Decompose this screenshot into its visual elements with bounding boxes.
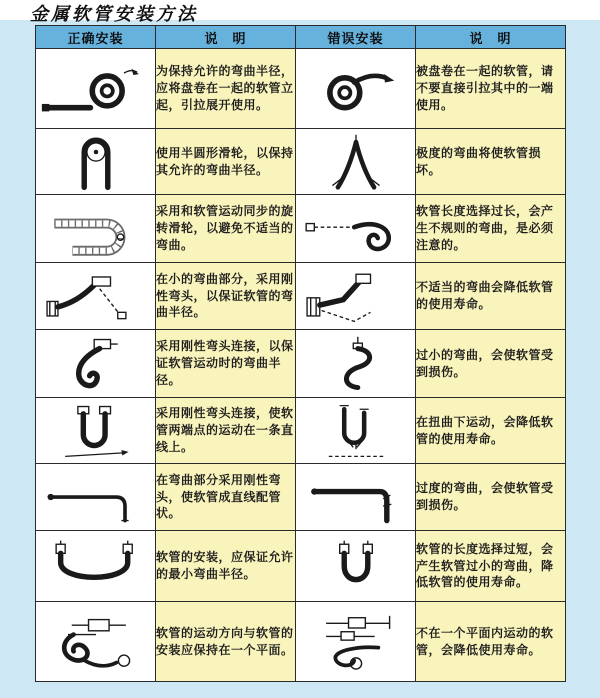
rigid-elbow-small-bend-icon	[40, 267, 152, 325]
wrong-illustration-cell	[296, 464, 416, 531]
page-title: 金属软管安装方法	[30, 4, 198, 25]
hose-over-semicircular-pulley-icon	[40, 133, 152, 191]
hose-min-bend-radius-icon	[40, 537, 152, 595]
installation-method-table	[35, 25, 566, 682]
hose-same-plane-motion-icon	[40, 610, 152, 674]
wrong-description: 过度的弯曲，会使软管受到损伤。	[416, 464, 566, 531]
header-description-wrong: 说 明	[416, 26, 566, 49]
correct-illustration-cell	[36, 398, 156, 464]
wrong-description: 极度的弯曲将使软管损坏。	[416, 129, 566, 195]
rotating-pulley-track-icon	[40, 200, 152, 258]
table-header-row	[36, 26, 566, 49]
wrong-description: 软管的长度选择过短，会产生软管过小的弯曲，降低软管的使用寿命。	[416, 531, 566, 602]
table-row	[36, 49, 566, 129]
wrong-illustration-cell	[296, 531, 416, 602]
wrong-description: 不适当的弯曲会降低软管的使用寿命。	[416, 263, 566, 330]
wrong-description: 软管长度选择过长，会产生不规则的弯曲，是必须注意的。	[416, 195, 566, 263]
table-row	[36, 129, 566, 195]
hose-over-bend-icon	[300, 468, 412, 526]
correct-illustration-cell	[36, 464, 156, 531]
correct-description: 软管的安装，应保证允许的最小弯曲半径。	[156, 531, 296, 602]
hose-too-small-bend-icon	[300, 335, 412, 393]
wrong-illustration-cell	[296, 263, 416, 330]
hose-coil-pull-end-icon	[300, 59, 412, 119]
hose-coil-standing-unroll-icon	[40, 59, 152, 119]
correct-description: 采用刚性弯头连接，以保证软管运动时的弯曲半径。	[156, 330, 296, 398]
hose-too-short-icon	[300, 537, 412, 595]
table-row	[36, 398, 566, 464]
table-row	[36, 531, 566, 602]
wrong-description: 过小的弯曲，会使软管受到损伤。	[416, 330, 566, 398]
correct-description: 采用和软管运动同步的旋转滑轮，以避免不适当的弯曲。	[156, 195, 296, 263]
wrong-illustration-cell	[296, 398, 416, 464]
correct-illustration-cell	[36, 602, 156, 682]
hose-out-of-plane-icon	[300, 610, 412, 674]
hose-twisted-motion-icon	[300, 402, 412, 460]
correct-illustration-cell	[36, 531, 156, 602]
correct-description: 在小的弯曲部分，采用刚性弯头，以保证软管的弯曲半径。	[156, 263, 296, 330]
rigid-elbow-hanging-hose-icon	[40, 335, 152, 393]
wrong-illustration-cell	[296, 129, 416, 195]
wrong-description: 被盘卷在一起的软管，请不要直接引拉其中的一端使用。	[416, 49, 566, 129]
improper-bend-fitting-icon	[300, 267, 412, 325]
correct-illustration-cell	[36, 49, 156, 129]
correct-description: 采用刚性弯头连接，使软管两端点的运动在一条直线上。	[156, 398, 296, 464]
correct-illustration-cell	[36, 330, 156, 398]
header-correct-install: 正确安装	[36, 26, 156, 49]
wrong-description: 不在一个平面内运动的软管，会降低使用寿命。	[416, 602, 566, 682]
correct-description: 软管的运动方向与软管的安装应保持在一个平面。	[156, 602, 296, 682]
table-row	[36, 330, 566, 398]
wrong-illustration-cell	[296, 330, 416, 398]
correct-illustration-cell	[36, 129, 156, 195]
rigid-elbow-inline-motion-icon	[40, 402, 152, 460]
correct-description: 在弯曲部分采用刚性弯头，使软管成直线配管状。	[156, 464, 296, 531]
correct-description: 使用半圆形滑轮，以保持其允许的弯曲半径。	[156, 129, 296, 195]
table-row	[36, 263, 566, 330]
table-row	[36, 464, 566, 531]
correct-illustration-cell	[36, 263, 156, 330]
wrong-illustration-cell	[296, 195, 416, 263]
correct-description: 为保持允许的弯曲半径，应将盘卷在一起的软管立起，引拉展开使用。	[156, 49, 296, 129]
header-description-correct: 说 明	[156, 26, 296, 49]
wrong-illustration-cell	[296, 49, 416, 129]
correct-illustration-cell	[36, 195, 156, 263]
table-row	[36, 602, 566, 682]
wrong-description: 在扭曲下运动，会降低软管的使用寿命。	[416, 398, 566, 464]
hose-extreme-bend-icon	[300, 133, 412, 191]
header-wrong-install: 错误安装	[296, 26, 416, 49]
hose-excess-length-loop-icon	[300, 200, 412, 258]
table-row	[36, 195, 566, 263]
straight-hose-rigid-elbow-icon	[40, 468, 152, 526]
wrong-illustration-cell	[296, 602, 416, 682]
